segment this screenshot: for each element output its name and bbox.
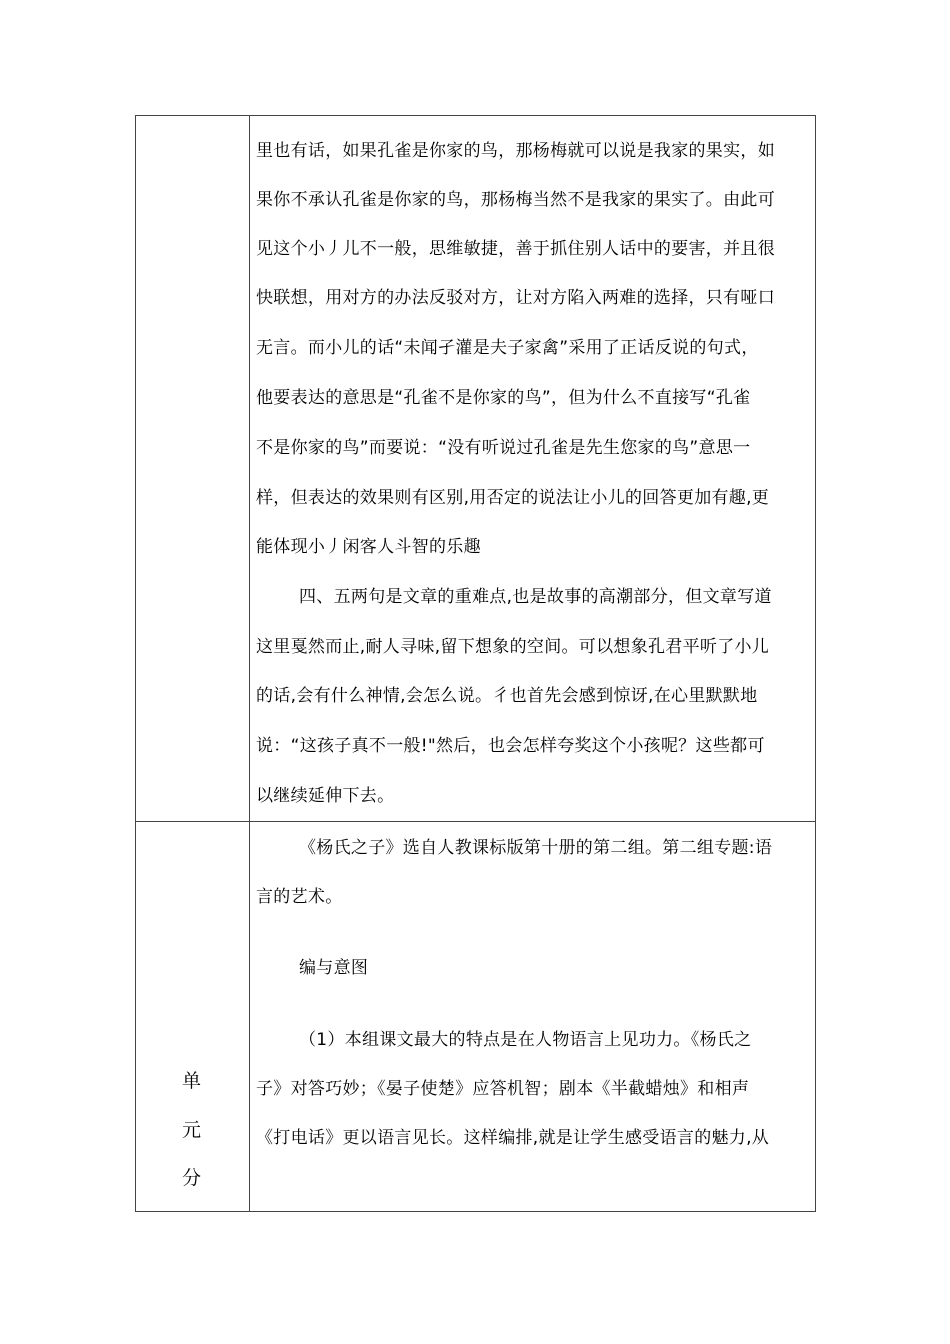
column-divider [249,116,250,1211]
text-line: （1）本组课文最大的特点是在人物语言上见功力。《杨氏之 [299,1030,752,1050]
text-line: 言的艺术。 [256,887,343,907]
text-line: 里也有话，如果孔雀是你家的鸟，那杨梅就可以说是我家的果实，如 [256,141,775,161]
text-line: 以继续延伸下去。 [256,786,395,806]
text-line: 果你不承认孔雀是你家的鸟，那杨梅当然不是我家的果实了。由此可 [256,190,775,210]
text-line: 见这个小丿儿不一般，思维敏捷，善于抓住别人话中的要害，并且很 [256,239,775,259]
text-line: 说：“这孩子真不一般!"然后，也会怎样夸奖这个小孩呢？这些都可 [256,736,765,756]
text-line: 《杨氏之子》选自人教课标版第十册的第二组。第二组专题:语 [299,838,773,858]
text-line: 的话,会有什么神情,会怎么说。彳也首先会感到惊讶,在心里默默地 [256,686,758,706]
row-divider [136,821,815,822]
text-line: 子》对答巧妙；《晏子使楚》应答机智；剧本《半截蜡烛》和相声 [256,1079,750,1099]
text-line: 无言。而小儿的话“未闻孑灌是夫子家禽”采用了正话反说的句式， [256,338,759,358]
text-line: 他要表达的意思是“孔雀不是你家的鸟”，但为什么不直接写“孔雀 [256,388,751,408]
text-line: 这里戛然而止,耐人寻味,留下想象的空间。可以想象孔君平听了小儿 [256,637,770,657]
text-line: 四、五两句是文章的重难点,也是故事的高潮部分，但文章写道 [299,587,772,607]
label-char: 分 [182,1167,202,1189]
label-char: 单 [182,1070,202,1092]
text-line: 编与意图 [299,958,369,978]
label-char: 元 [182,1119,202,1141]
text-line: 不是你家的鸟”而要说：“没有听说过孔雀是先生您家的鸟”意思一 [256,438,751,458]
text-line: 快联想，用对方的办法反驳对方，让对方陷入两难的选择，只有哑口 [256,288,775,308]
text-line: 《打电话》更以语言见长。这样编排,就是让学生感受语言的魅力,从 [256,1128,770,1148]
text-line: 能体现小丿闲客人斗智的乐趣 [256,537,481,557]
text-line: 样，但表达的效果则有区别,用否定的说法让小儿的回答更加有趣,更 [256,488,770,508]
